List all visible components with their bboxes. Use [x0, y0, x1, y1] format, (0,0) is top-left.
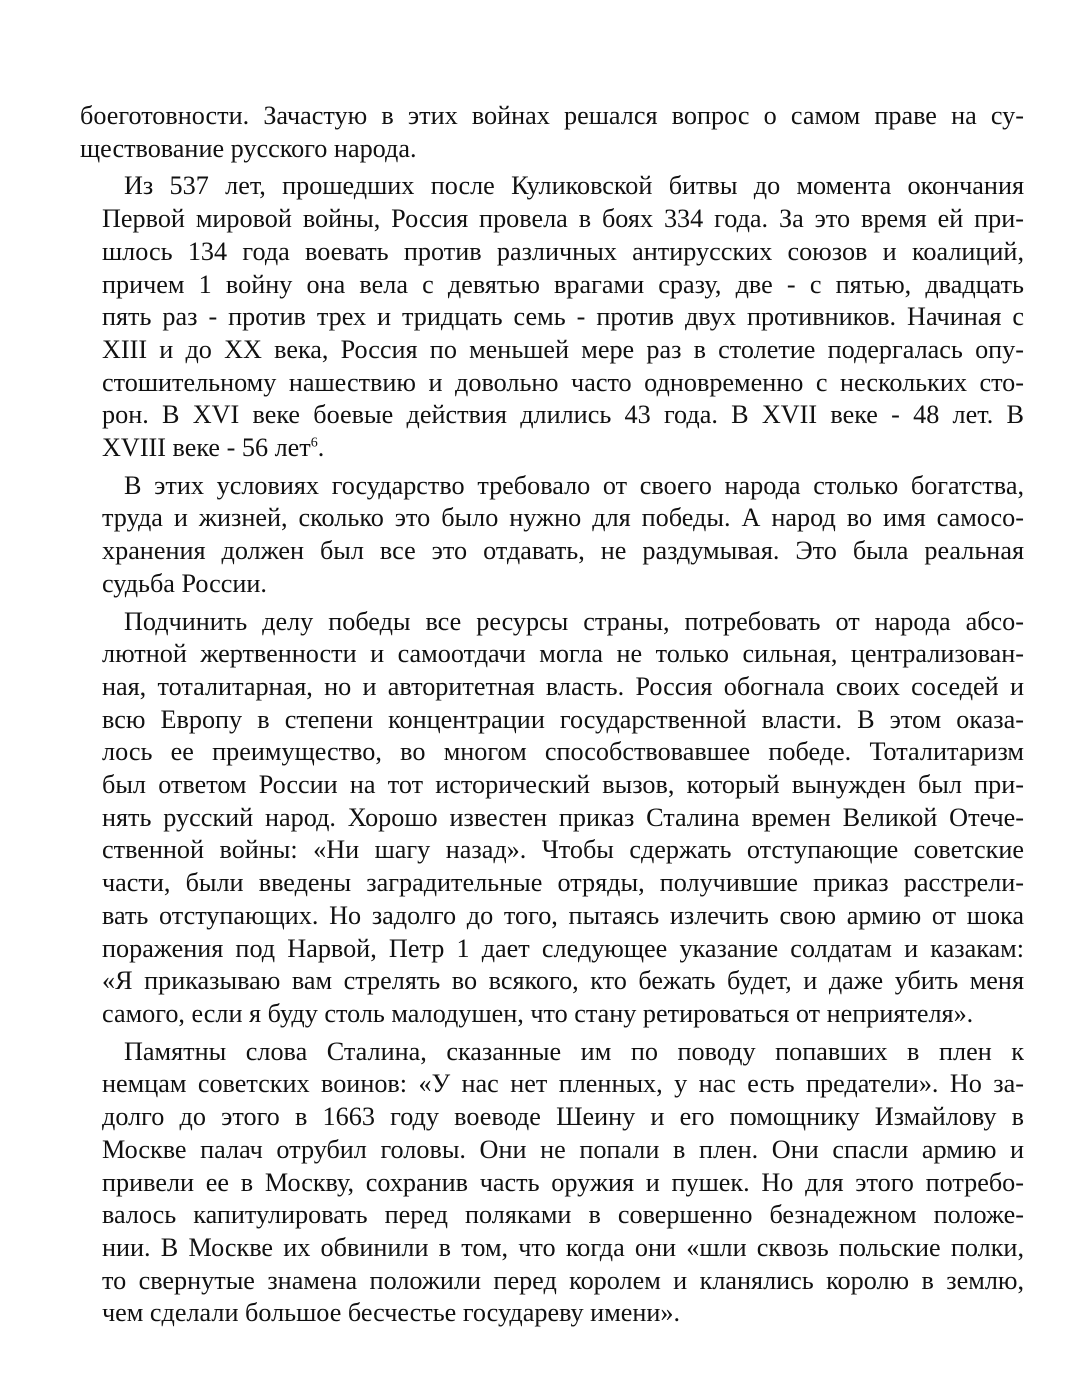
body-text [80, 100, 1024, 1330]
text-line: Подчинить делу победы все ресурсы страны, потребовать от народа абсо- [124, 606, 1024, 636]
footnote-marker: 6 [310, 435, 318, 451]
text-line: то свернутые знамена положили перед королем и кланялись королю в землю, [102, 1265, 1024, 1295]
text-line: лось ее преимущество, во многом способствовавшее победе. Тоталитаризм [102, 737, 1024, 767]
text-line: вать отступающих. Но задолго до того, пытаясь излечить свою армию от шока [102, 900, 1024, 930]
text-line: «Я приказываю вам стрелять во всякого, кто бежать будет, и даже убить меня [102, 966, 1024, 996]
text-line: валось капитулировать перед поляками в совершенно безнадежном положе- [102, 1200, 1024, 1230]
text-fragment: . [317, 433, 325, 463]
text-line: шлось 134 года воевать против различных антирусских союзов и коалиций, [102, 236, 1024, 266]
text-line: ществование русского народа. [80, 133, 417, 163]
paragraph [80, 100, 1024, 165]
text-line: стошительному нашествию и довольно часто одновременно с нескольких сто- [102, 367, 1024, 397]
text-line: боеготовности. Зачастую в этих войнах решался вопрос о самом праве на су- [80, 101, 1024, 130]
text-line: Памятны слова Сталина, сказанные им по поводу попавших в плен к [124, 1036, 1024, 1066]
text-line: ная, тоталитарная, но и авторитетная власть. Россия обогнала своих соседей и [102, 671, 1024, 701]
text-line: чем сделали большое бесчестье государеву имени». [102, 1298, 681, 1328]
paragraph [80, 1036, 1024, 1330]
text-line: В этих условиях государство требовало от своего народа столько богатства, [124, 470, 1024, 500]
text-line: долго до этого в 1663 году воеводе Шеину и его помощнику Измайлову в [102, 1102, 1024, 1132]
text-line: был ответом России на тот исторический вызов, который вынужден был при- [102, 770, 1024, 800]
text-line: Из 537 лет, прошедших после Куликовской битвы до момента окончания [124, 171, 1024, 201]
text-line: рон. В XVI веке боевые действия длились 43 года. В XVII веке - 48 лет. В [102, 400, 1024, 430]
text-line: поражения под Нарвой, Петр 1 дает следующее указание солдатам и казакам: [102, 933, 1024, 963]
text-line: труда и жизней, сколько это было нужно для победы. А народ во имя самосо- [102, 503, 1024, 533]
text-line: части, были введены заградительные отряды, получившие приказ расстрели- [102, 868, 1024, 898]
text-line: немцам советских воинов: «У нас нет пленных, у нас есть предатели». Но за- [102, 1069, 1024, 1099]
text-line: привели ее в Москву, сохранив часть оружия и пушек. Но для этого потребо- [102, 1167, 1024, 1197]
text-line [80, 432, 1024, 465]
paragraph [80, 170, 1024, 464]
text-line: судьба России. [102, 568, 267, 598]
text-line: ственной войны: «Ни шагу назад». Чтобы сдержать отступающие советские [102, 835, 1024, 865]
text-line: хранения должен был все это отдавать, не раздумывая. Это была реальная [102, 536, 1024, 566]
text-fragment: XVIII веке - 56 лет [102, 433, 311, 463]
text-line: самого, если я буду столь малодушен, что стану ретироваться от неприятеля». [102, 998, 974, 1028]
text-line: XIII и до XX века, Россия по меньшей мере раз в столетие подергалась опу- [102, 334, 1024, 364]
text-line: Москве палач отрубил головы. Они не попали в плен. Они спасли армию и [102, 1134, 1024, 1164]
text-line: причем 1 войну она вела с девятью врагами сразу, две - с пятью, двадцать [102, 269, 1024, 299]
paragraph [80, 606, 1024, 1031]
text-line: лютной жертвенности и самоотдачи могла не только сильная, централизован- [102, 639, 1024, 669]
text-line: нять русский народ. Хорошо известен приказ Сталина времен Великой Отече- [102, 802, 1024, 832]
text-line: пять раз - против трех и тридцать семь - против двух противников. Начиная с [102, 302, 1024, 332]
paragraph [80, 470, 1024, 601]
text-line: всю Европу в степени концентрации государственной власти. В этом оказа- [102, 704, 1024, 734]
text-line: нии. В Москве их обвинили в том, что когда они «шли сквозь польские полки, [102, 1232, 1024, 1262]
text-line: Первой мировой войны, Россия провела в боях 334 года. За это время ей при- [102, 204, 1024, 234]
